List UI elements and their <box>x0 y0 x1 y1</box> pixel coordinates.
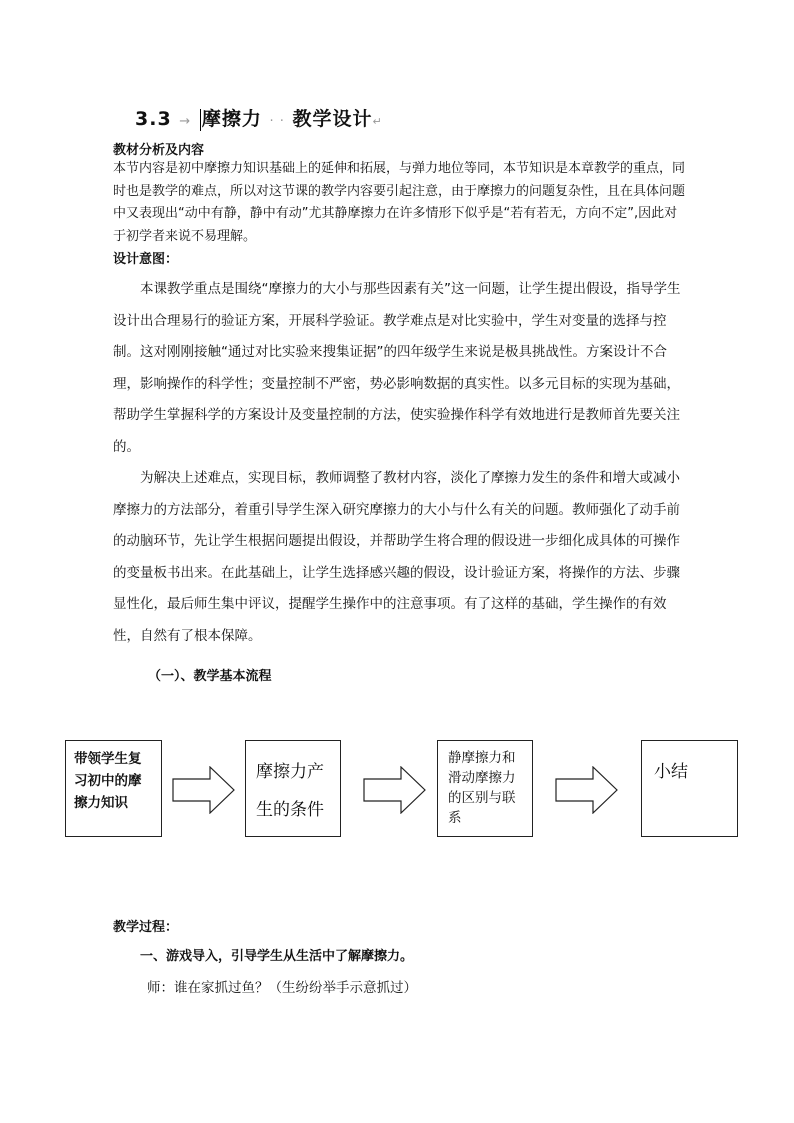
flow-box-static-sliding <box>437 740 533 837</box>
flow-arrow-3-icon <box>555 766 619 814</box>
flow-box-static-sliding-text: 静摩擦力和 滑动摩擦力 的区别与联 系 <box>448 750 516 826</box>
intent-heading: 设计意图： <box>113 252 179 267</box>
page-title <box>135 104 383 131</box>
flow-arrow-2-icon <box>363 766 427 814</box>
analysis-heading: 教材分析及内容 <box>113 143 205 158</box>
flow-box-summary-text: 小结 <box>654 762 688 782</box>
process-dialogue: 师：谁在家抓过鱼？（生纷纷举手示意抓过） <box>147 980 417 996</box>
analysis-text: 本节内容是初中摩擦力知识基础上的延伸和拓展，与弹力地位等同，本节知识是本章教学的重点，同时也是教学的难点，所以对这节课的教学内容要引起注意，由于摩擦力的问题复杂性，且在具体问题中又表现出“动中有静，静中有动”尤其静摩擦力在许多情形下似乎是“若有若无，方向不定”,因此对于初学者来说不易理解。 <box>113 161 686 244</box>
title-arrow-mark: → <box>179 114 192 129</box>
title-number: 3.3 <box>135 108 172 130</box>
intent-paragraph-2: 为解决上述难点，实现目标，教师调整了教材内容，淡化了摩擦力发生的条件和增大或减小摩擦力的方法部分，着重引导学生深入研究摩擦力的大小与什么有关的问题。教师强化了动手前的动脑环节，先让学生根据问题提出假设，并帮助学生将合理的假设进一步细化成具体的可操作的变量板书出来。在此基础上，让学生选择感兴趣的假设，设计验证方案，将操作的方法、步骤显性化，最后师生集中评议，提醒学生操作中的注意事项。有了这样的基础，学生操作的有效性，自然有了根本保障。 <box>113 470 680 644</box>
flow-box-summary <box>641 740 738 837</box>
intent-paragraph-1: 本课教学重点是围绕“摩擦力的大小与那些因素有关”这一问题，让学生提出假设，指导学生设计出合理易行的验证方案，开展科学验证。教学难点是对比实验中，学生对变量的选择与控制。这对刚刚接触“通过对比实验来搜集证据”的四年级学生来说是极具挑战性。方案设计不合理，影响操作的科学性；变量控制不严密，势必影响数据的真实性。以多元目标的实现为基础，帮助学生掌握科学的方案设计及变量控制的方法，使实验操作科学有效地进行是教师首先要关注的。 <box>113 281 681 455</box>
process-heading: 教学过程： <box>113 920 179 935</box>
text-cursor <box>200 109 201 131</box>
process-step-1: 一、游戏导入，引导学生从生活中了解摩擦力。 <box>140 949 414 964</box>
flow-box-conditions-text: 摩擦力产 生的条件 <box>256 762 324 820</box>
flow-heading: （一）、教学基本流程 <box>148 669 272 684</box>
flow-box-review <box>65 740 162 837</box>
title-suffix: 教学设计 <box>292 108 373 130</box>
title-dots: · · <box>269 114 285 129</box>
flow-box-review-text: 带领学生复 习初中的摩 擦力知识 <box>74 751 142 811</box>
paragraph-mark-icon: ↵ <box>372 115 383 128</box>
title-topic: 摩擦力 <box>201 108 262 130</box>
flow-box-conditions <box>245 740 341 837</box>
flow-arrow-1-icon <box>172 766 236 814</box>
